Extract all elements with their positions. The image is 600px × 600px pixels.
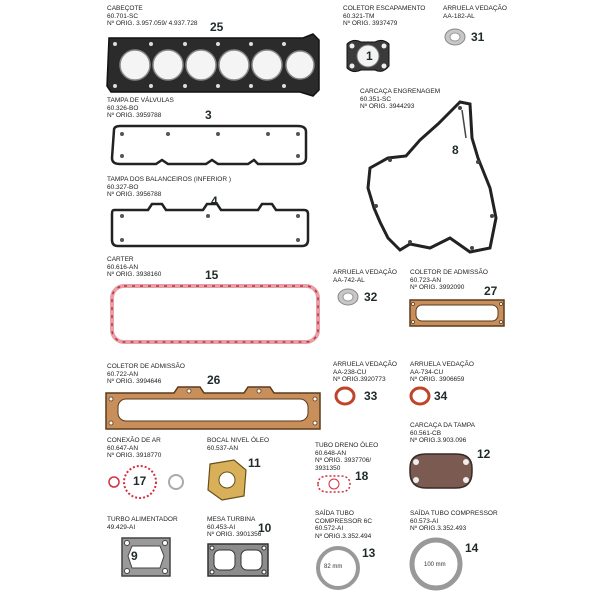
part-name-2: COMPRESSOR 6C xyxy=(315,517,373,525)
cover-housing-gasket-image xyxy=(406,448,476,493)
part-orig: Nº ORIG. 3992090 xyxy=(410,284,465,291)
intake-manifold-gasket-27-image xyxy=(408,296,508,330)
part-orig: Nº ORIG. 3906659 xyxy=(410,376,465,383)
part-orig: Nº ORIG.3.352.493 xyxy=(410,525,467,532)
part-number-32: 32 xyxy=(364,290,378,304)
label-coletor-admissao-27 xyxy=(410,269,488,292)
label-tampa-valvulas xyxy=(107,97,174,120)
label-carcaca-tampa xyxy=(410,422,475,445)
oil-drain-tube-gasket-image xyxy=(314,472,354,496)
part-code: AA-182-AL xyxy=(443,12,475,20)
part-orig-2: 3931350 xyxy=(315,464,341,472)
rocker-cover-gasket-image xyxy=(108,202,313,250)
part-name: ARRUELA VEDAÇÃO xyxy=(333,269,397,276)
part-orig: Nº ORIG. 3938160 xyxy=(107,271,162,278)
part-number-12: 12 xyxy=(477,447,491,461)
part-number-1: 1 xyxy=(366,49,373,63)
part-number-9: 9 xyxy=(131,549,138,563)
label-conexao-ar xyxy=(107,437,161,460)
part-name: SAÍDA TUBO xyxy=(315,510,354,517)
part-name: ARRUELA VEDAÇÃO xyxy=(443,5,507,12)
part-orig: Nº ORIG. 3956788 xyxy=(107,191,162,198)
label-carter xyxy=(107,256,161,279)
part-orig: Nº ORIG.3.903.096 xyxy=(410,437,467,444)
label-mesa-turbina xyxy=(207,516,261,539)
part-number-4: 4 xyxy=(211,194,218,208)
part-code: 60.647-AN xyxy=(107,444,139,452)
part-orig: Nº ORIG. 3918770 xyxy=(107,452,162,459)
part-number-11: 11 xyxy=(248,456,261,470)
part-code: 60.648-AN xyxy=(315,449,347,457)
part-code: 60.321-TM xyxy=(343,12,375,20)
washer-31-image xyxy=(444,27,468,47)
part-code: 60.327-BO xyxy=(107,183,139,191)
diameter-label-14: 100 mm xyxy=(424,562,446,568)
part-number-17: 17 xyxy=(133,474,147,488)
part-code: 60.453-AI xyxy=(207,523,236,531)
part-code: 60.537-AN xyxy=(207,444,239,452)
part-orig: Nº ORIG. 3959788 xyxy=(107,112,162,119)
label-cabecote xyxy=(107,5,198,28)
part-name: SAÍDA TUBO COMPRESSOR xyxy=(410,510,498,517)
part-name: COLETOR DE ADMISSÃO xyxy=(410,269,488,276)
part-number-13: 13 xyxy=(362,546,376,560)
part-name: TAMPA DE VÁLVULAS xyxy=(107,97,174,104)
part-orig: Nº ORIG. 3994646 xyxy=(107,378,162,385)
part-code: 60.326-BO xyxy=(107,104,139,112)
part-number-27: 27 xyxy=(484,284,498,298)
turbine-table-gasket-image xyxy=(204,540,272,580)
part-name: COLETOR DE ADMISSÃO xyxy=(107,363,185,370)
part-code: 60.616-AN xyxy=(107,263,139,271)
label-bocal-nivel-oleo xyxy=(207,437,269,452)
label-arruela-34 xyxy=(410,361,474,384)
part-name: CARCAÇA DA TAMPA xyxy=(410,422,476,429)
washer-34-image xyxy=(410,386,432,406)
part-code: 60.351-SC xyxy=(360,95,392,103)
gear-housing-gasket-image xyxy=(360,95,510,258)
part-number-26: 26 xyxy=(207,373,221,387)
label-arruela-33 xyxy=(333,361,397,384)
label-saida-tubo-14 xyxy=(410,510,498,533)
part-orig: Nº ORIG. 3944293 xyxy=(360,103,415,110)
part-code: AA-734-CU xyxy=(410,368,444,376)
label-coletor-escapamento xyxy=(343,5,425,28)
part-code: 60.561-CB xyxy=(410,429,442,437)
part-number-31: 31 xyxy=(471,30,485,44)
washer-33-image xyxy=(335,386,357,406)
part-name: COLETOR ESCAPAMENTO xyxy=(343,5,426,12)
oil-level-nozzle-gasket-image xyxy=(204,456,250,504)
part-orig: Nº ORIG.3920773 xyxy=(333,376,386,383)
part-name: TAMPA DOS BALANCEIROS (INFERIOR ) xyxy=(107,176,231,183)
part-name: CARCAÇA ENGRENAGEM xyxy=(360,88,441,95)
label-tubo-dreno-oleo xyxy=(315,442,378,472)
part-name: CABEÇOTE xyxy=(107,5,143,12)
part-name: BOCAL NIVEL ÓLEO xyxy=(207,437,270,444)
diameter-label-13: 82 mm xyxy=(324,564,343,570)
turbocharger-gasket-image xyxy=(118,534,174,580)
part-number-25: 25 xyxy=(210,20,224,34)
label-arruela-32 xyxy=(333,269,397,284)
part-code: 60.572-AI xyxy=(315,525,344,532)
part-code: 60.573-AI xyxy=(410,517,439,525)
part-orig: Nº ORIG. 3901356 xyxy=(207,531,262,538)
part-number-8: 8 xyxy=(452,143,459,157)
valve-cover-gasket-image xyxy=(108,124,313,169)
part-code: 60.722-AN xyxy=(107,370,139,378)
part-orig: Nº ORIG.3.352.494 xyxy=(315,532,372,540)
part-name: ARRUELA VEDAÇÃO xyxy=(410,361,474,368)
part-code: AA-238-CU xyxy=(333,368,367,376)
part-name: TURBO ALIMENTADOR xyxy=(107,516,178,523)
part-name: MESA TURBINA xyxy=(207,516,256,523)
part-number-10: 10 xyxy=(258,521,272,535)
label-coletor-admissao-26 xyxy=(107,363,185,386)
part-orig: Nº ORIG. 3937479 xyxy=(343,20,398,27)
washer-32-image xyxy=(337,287,361,307)
part-name: CONEXÃO DE AR xyxy=(107,437,161,444)
part-number-3: 3 xyxy=(205,108,212,122)
part-number-34: 34 xyxy=(434,389,448,403)
part-orig: Nº ORIG. 3937706/ xyxy=(315,457,372,464)
oil-pan-gasket-image xyxy=(108,280,323,348)
air-connection-gasket-image xyxy=(108,462,188,502)
part-number-18: 18 xyxy=(355,469,369,483)
cylinder-head-gasket-image xyxy=(105,30,325,100)
label-saida-tubo-13 xyxy=(315,510,372,540)
part-orig: Nº ORIG. 3.957.059/ 4.937.728 xyxy=(107,20,198,27)
part-number-33: 33 xyxy=(364,389,378,403)
part-name: ARRUELA VEDAÇÃO xyxy=(333,361,397,368)
intake-manifold-gasket-26-image xyxy=(104,385,324,435)
part-code: 49.429-AI xyxy=(107,523,136,531)
part-number-14: 14 xyxy=(465,541,479,555)
part-number-15: 15 xyxy=(205,268,219,282)
part-name: CARTER xyxy=(107,256,134,263)
label-arruela-31 xyxy=(443,5,507,20)
part-code: 60.723-AN xyxy=(410,276,442,284)
part-code: AA-742-AL xyxy=(333,276,365,284)
part-code: 60.701-SC xyxy=(107,12,139,20)
part-name: TUBO DRENO ÓLEO xyxy=(315,442,379,449)
label-turbo-alimentador xyxy=(107,516,178,531)
